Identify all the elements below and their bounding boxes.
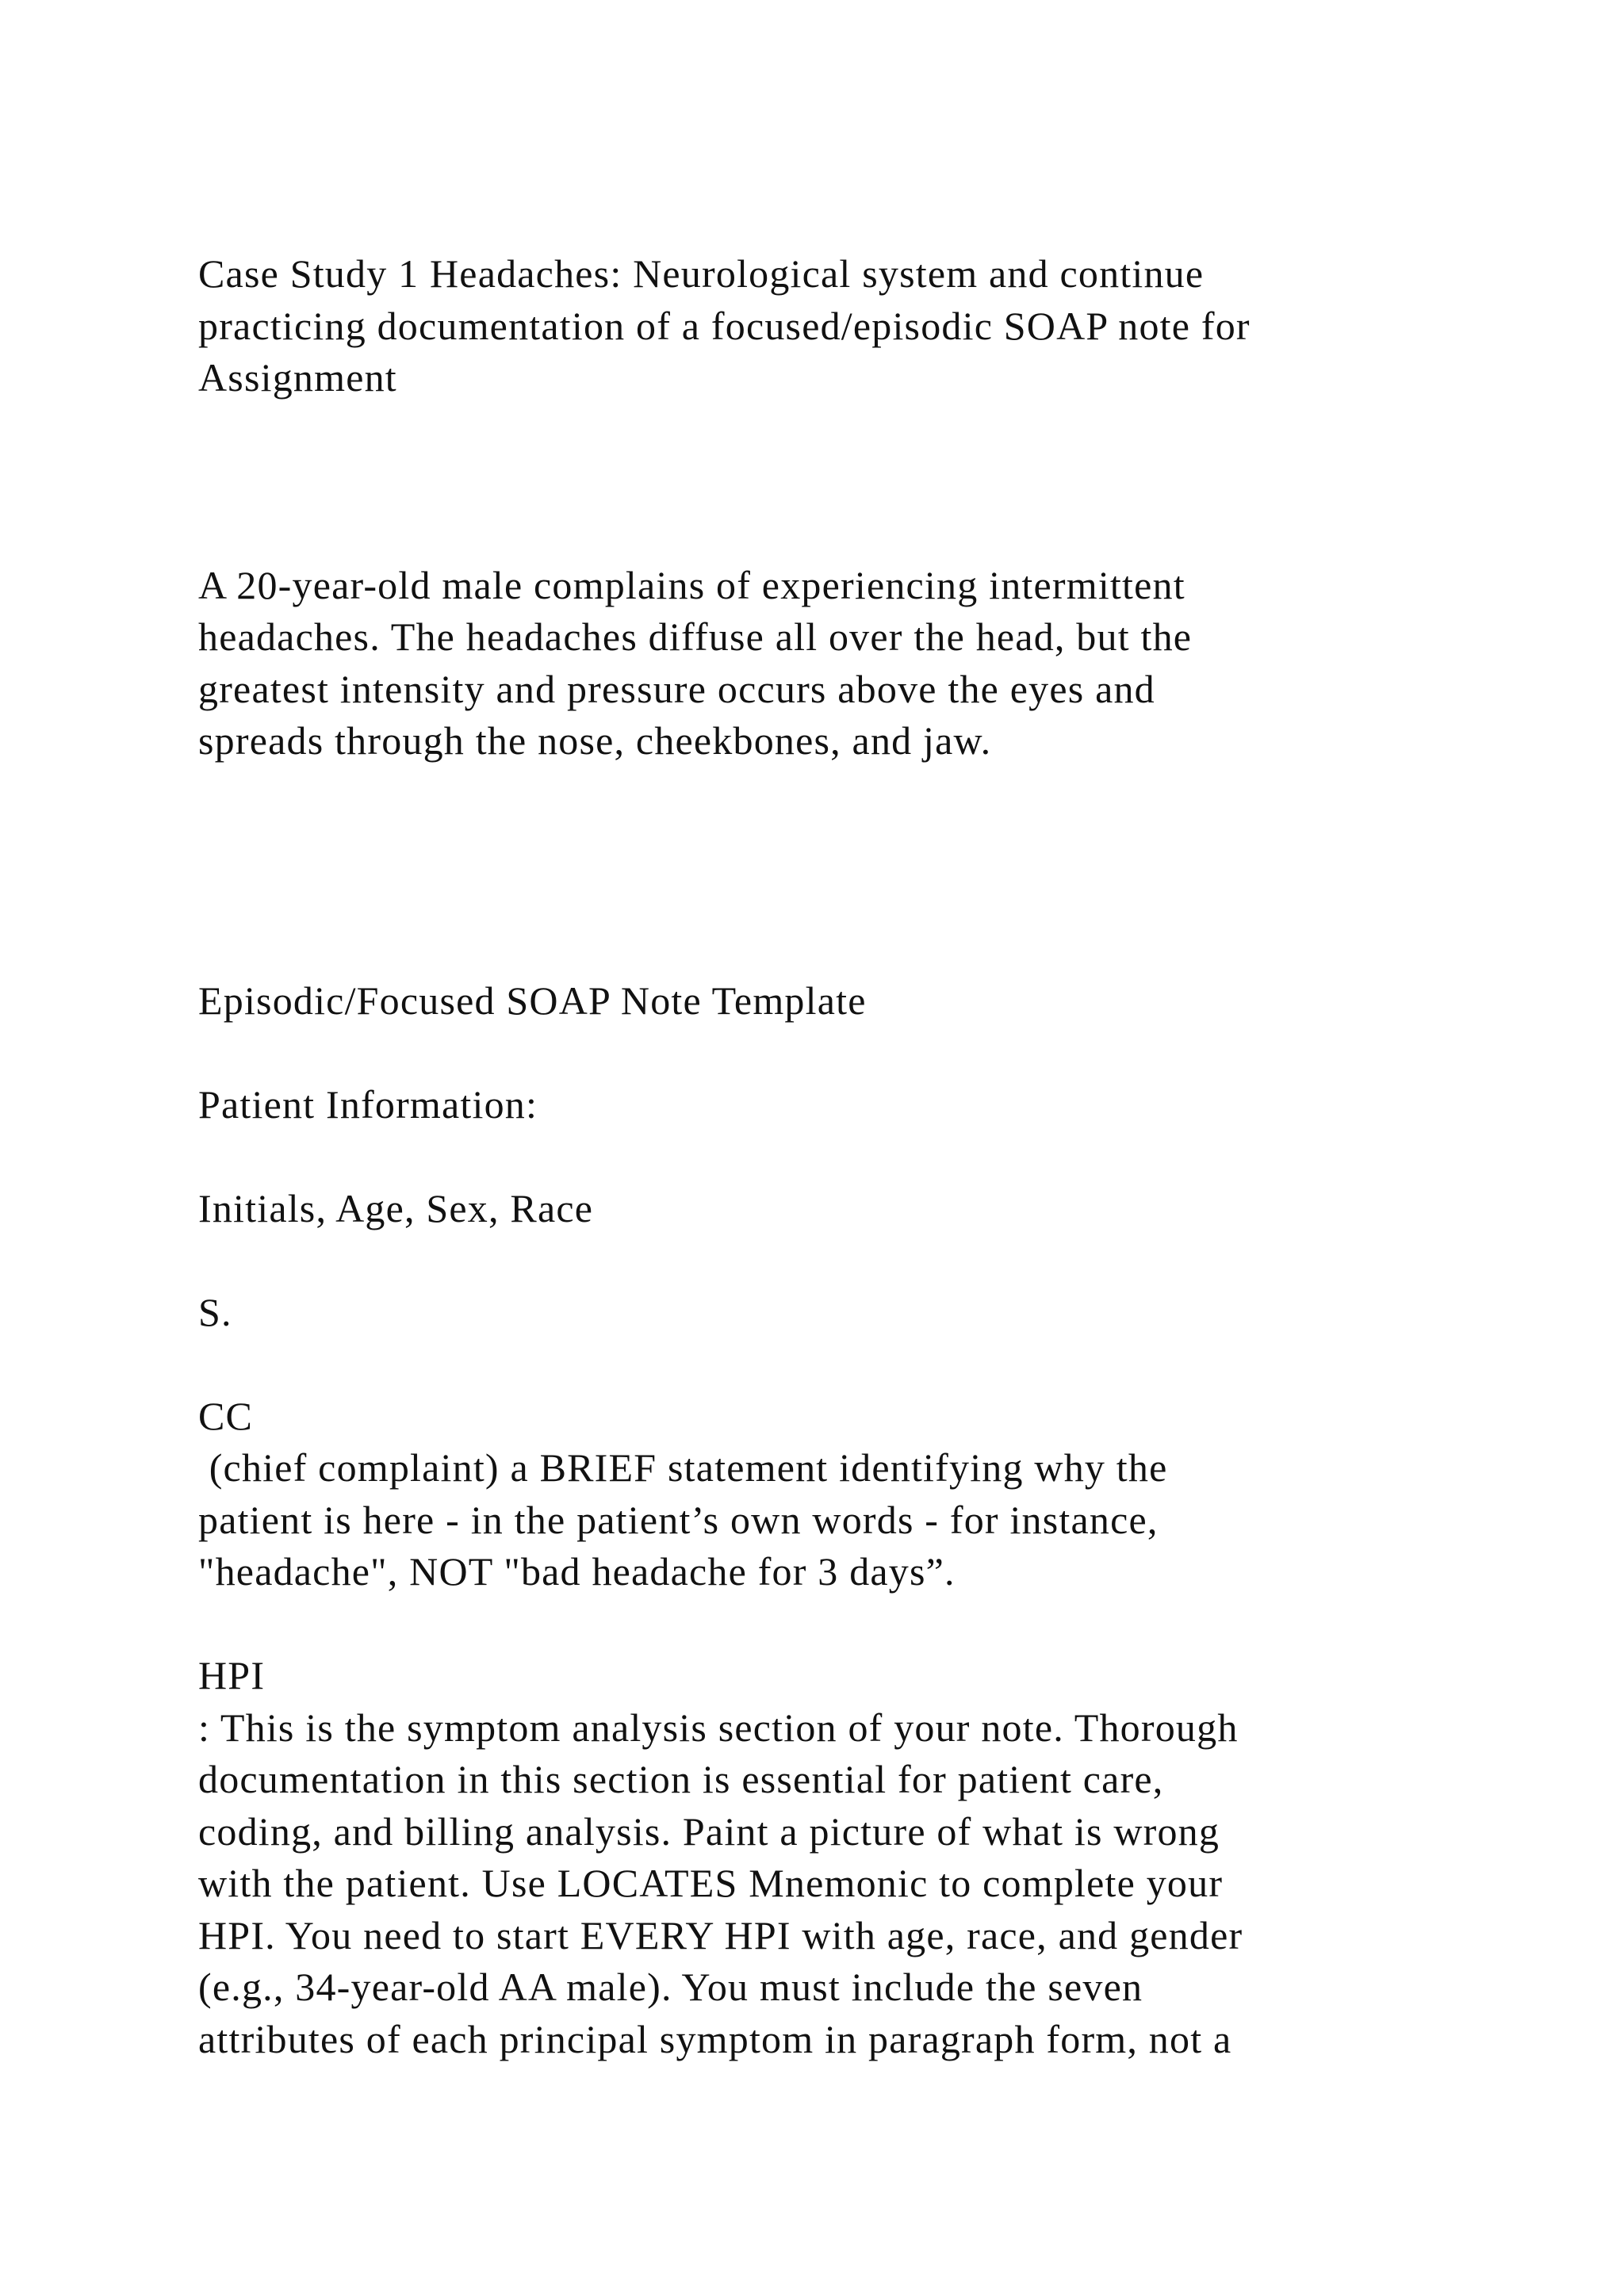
cc-text-line: patient is here - in the patient’s own words - for instance,	[198, 1497, 1159, 1542]
hpi-label: HPI	[198, 1653, 266, 1697]
document-page	[198, 248, 1546, 2065]
hpi-text-line: coding, and billing analysis. Paint a picture of what is wrong	[198, 1808, 1220, 1854]
case-description-line: A 20-year-old male complains of experiencing intermittent	[198, 562, 1185, 607]
patient-info-label: Patient Information:	[198, 1081, 538, 1127]
assignment-title-line: practicing documentation of a focused/episodic SOAP note for	[198, 303, 1251, 348]
case-description-line: headaches. The headaches diffuse all over the head, but the	[198, 614, 1193, 659]
case-description-line: greatest intensity and pressure occurs above the eyes and	[198, 666, 1155, 711]
case-description	[198, 560, 1546, 767]
cc-text-line: "headache", NOT "bad headache for 3 days”.	[198, 1549, 956, 1594]
cc-section	[198, 1391, 1546, 1598]
hpi-text-line: (e.g., 34-year-old AA male). You must include the seven	[198, 1965, 1143, 2009]
case-description-line: spreads through the nose, cheekbones, and jaw.	[198, 718, 992, 763]
cc-label: CC	[198, 1393, 254, 1438]
patient-info-fields: Initials, Age, Sex, Race	[198, 1185, 594, 1230]
hpi-section	[198, 1650, 1546, 2065]
hpi-text-line: attributes of each principal symptom in paragraph form, not a	[198, 2016, 1232, 2061]
subjective-label: S.	[198, 1289, 232, 1334]
assignment-title	[198, 248, 1546, 404]
assignment-title-line: Assignment	[198, 355, 397, 400]
hpi-text-line: HPI. You need to start EVERY HPI with age, race, and gender	[198, 1912, 1243, 1957]
hpi-text-line: with the patient. Use LOCATES Mnemonic to complete your	[198, 1861, 1224, 1905]
hpi-text-line: : This is the symptom analysis section of your note. Thorough	[198, 1705, 1239, 1750]
assignment-title-line: Case Study 1 Headaches: Neurological system and continue	[198, 251, 1205, 296]
cc-text-line: (chief complaint) a BRIEF statement identifying why the	[198, 1445, 1168, 1490]
hpi-text-line: documentation in this section is essential for patient care,	[198, 1757, 1164, 1801]
template-title: Episodic/Focused SOAP Note Template	[198, 978, 867, 1023]
